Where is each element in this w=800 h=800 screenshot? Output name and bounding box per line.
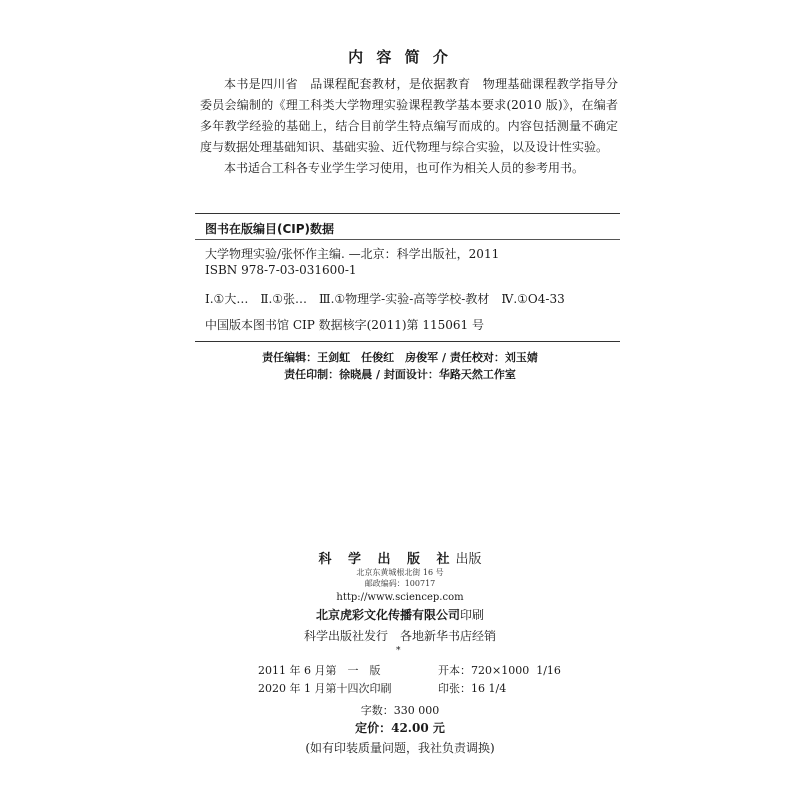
quality-notice: (如有印装质量问题，我社负责调换) [305,741,495,755]
abstract-section [200,74,618,179]
book-format: 开本：720×1000 1/16 [438,664,561,677]
edition-row-2 [258,680,558,698]
printer-name: 北京虎彩文化传播有限公司 [315,608,460,622]
publisher-address: 北京东黄城根北街 16 号 [356,568,444,577]
cip-classification: Ⅰ.①大… Ⅱ.①张… Ⅲ.①物理学-实验-高等学校-教材 Ⅳ.①O4-33 [205,292,565,306]
printer-line [0,606,800,623]
abstract-paragraph-1: 本书是四川省 品课程配套教材，是依据教育 物理基础课程教学指导分委员会编制的《理工科类大学物理实验课程教学基本要求(2010 版)》，在编者多年教学经验的基础上，结合目前学生特点编写而成的。内容包括测量不确定度与数据处理基础知识、基础实验、近代物理与综合实验，以及设计性实验。 [200,77,618,154]
edition-row-1 [258,662,561,680]
printer-suffix: 印刷 [460,608,485,622]
abstract-paragraph-2: 本书适合工科各专业学生学习使用，也可作为相关人员的参考用书。 [224,161,585,175]
credits-line-1: 责任编辑：王剑虹 任俊红 房俊军 / 责任校对：刘玉婧 [262,351,538,364]
cip-heading: 图书在版编目(CIP)数据 [205,222,335,236]
distributor-line: 科学出版社发行 各地新华书店经销 [303,629,496,643]
publisher-name-line [0,548,800,567]
cip-heading-divider [195,239,620,240]
section-divider-top [195,213,620,214]
publisher-name-suffix: 出版 [455,552,482,567]
word-count: 字数：330 000 [360,704,440,717]
cip-record-number: 中国版本图书馆 CIP 数据核字(2011)第 115061 号 [205,318,484,332]
book-price: 定价：42.00 元 [355,721,445,735]
separator-mark: * [396,646,401,656]
cip-isbn-line: ISBN 978-7-03-031600-1 [205,263,357,277]
publisher-url: http://www.sciencep.com [336,592,464,603]
publisher-block [0,548,800,605]
cip-title-line: 大学物理实验/张怀作主编. —北京：科学出版社，2011 [205,247,500,261]
publisher-name: 科 学 出 版 社 [318,552,456,567]
first-edition: 2011 年 6 月第 一 版 [258,664,381,677]
section-divider-bottom [195,341,620,342]
cip-catalog-entry [205,246,615,278]
reprint-info: 2020 年 1 月第十四次印刷 [258,682,392,695]
editorial-credits [0,349,800,383]
page-title: 内 容 简 介 [348,48,452,66]
publisher-postcode: 邮政编码：100717 [364,579,436,588]
credits-line-2: 责任印制：徐晓晨 / 封面设计：华路天然工作室 [284,368,516,381]
print-sheets: 印张：16 1/4 [438,682,507,695]
edition-info [258,662,561,698]
